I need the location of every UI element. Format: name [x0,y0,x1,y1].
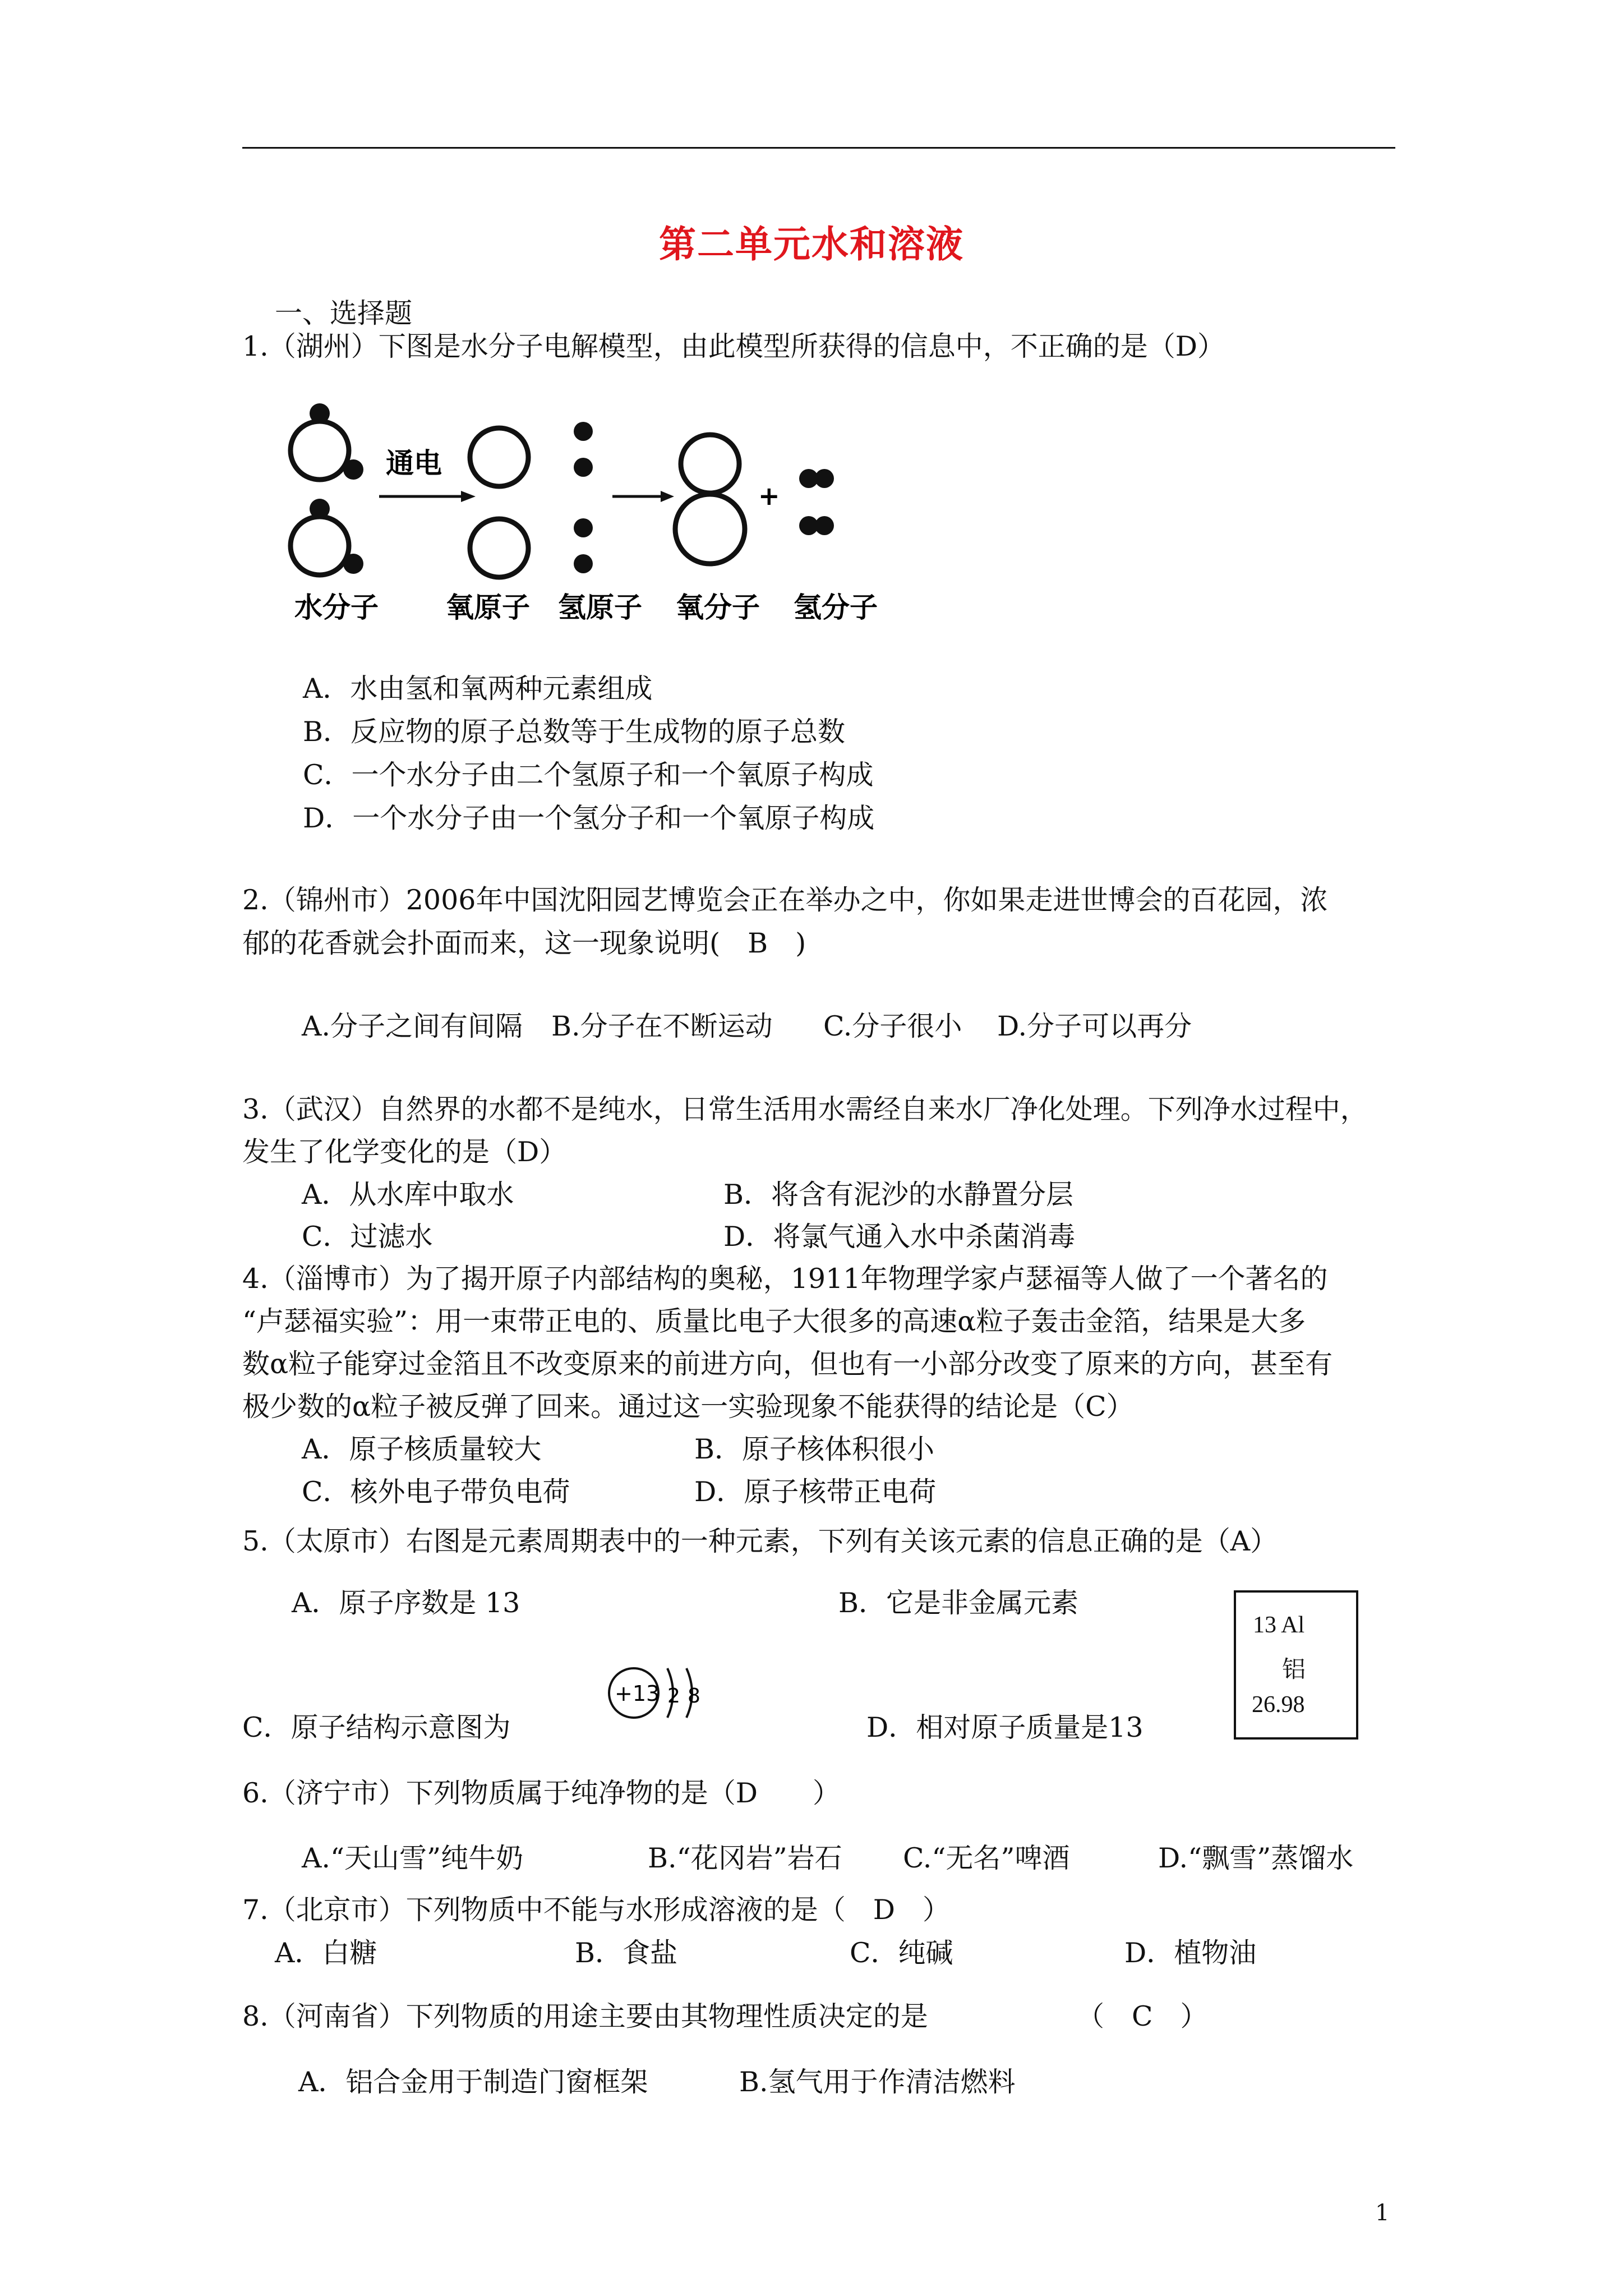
question-5: 5.（太原市）右图是元素周期表中的一种元素，下列有关该元素的信息正确的是（A） [242,1525,1278,1557]
question-8-answer: （ C ） [1077,2000,1208,2032]
section-heading: 一、选择题 [275,297,413,329]
q7-option-b: B．食盐 [575,1937,678,1969]
element-atomic-mass: 26.98 [1252,1692,1305,1718]
q7-option-d: D．植物油 [1124,1937,1257,1969]
q1-option-a: A．水由氢和氧两种元素组成 [303,673,653,705]
question-4-line-4: 极少数的α粒子被反弹了回来。通过这一实验现象不能获得的结论是（C） [242,1391,1134,1423]
q5-option-a: A．原子序数是 13 [292,1587,520,1619]
question-1: 1.（湖州）下图是水分子电解模型，由此模型所获得的信息中，不正确的是（D） [242,330,1225,362]
q2-option-d: D.分子可以再分 [997,1010,1192,1042]
q8-option-a: A．铝合金用于制造门窗框架 [298,2066,648,2098]
label-water-molecule: 水分子 [294,591,379,624]
periodic-table-element-card [1234,1590,1358,1740]
q1-option-c: C．一个水分子由二个氢原子和一个氧原子构成 [303,759,874,791]
water-electrolysis-diagram [252,401,897,654]
oxygen-molecule-atom [681,435,739,493]
oxygen-atom [470,428,528,486]
water-oxygen-atom [291,421,349,480]
question-2-line-2: 郁的花香就会扑面而来，这一现象说明( B ) [242,927,806,959]
plus-sign: + [758,481,780,511]
header-rule [242,147,1395,149]
q6-option-a: A.“天山雪”纯牛奶 [302,1842,524,1874]
q5-option-b: B．它是非金属元素 [838,1587,1079,1619]
label-oxygen-atom: 氧原子 [446,591,530,624]
q6-option-b: B.“花冈岩”岩石 [648,1842,842,1874]
arrow-label: 通电 [386,447,442,480]
oxygen-molecule-atom [675,494,745,564]
element-name: 铝 [1282,1657,1306,1683]
q5-option-c: C．原子结构示意图为 [242,1711,511,1743]
q7-option-a: A．白糖 [275,1937,377,1969]
label-hydrogen-molecule: 氢分子 [794,591,878,624]
page-title: 第二单元水和溶液 [659,222,964,266]
question-4-line-3: 数α粒子能穿过金箔且不改变原来的前进方向，但也有一小部分改变了原来的方向，甚至有 [242,1348,1333,1380]
aluminum-atom-structure-diagram [605,1660,717,1728]
question-8: 8.（河南省）下列物质的用途主要由其物理性质决定的是 [242,2000,928,2032]
q4-option-a: A．原子核质量较大 [302,1433,542,1465]
q3-option-b: B．将含有泥沙的水静置分层 [723,1179,1074,1211]
q6-option-d: D.“飘雪”蒸馏水 [1158,1842,1354,1874]
question-3-line-2: 发生了化学变化的是（D） [242,1136,567,1168]
q5-option-d: D．相对原子质量是13 [866,1711,1144,1743]
q1-option-b: B．反应物的原子总数等于生成物的原子总数 [303,716,846,748]
q3-option-a: A．从水库中取水 [302,1179,514,1211]
oxygen-atom [470,519,528,577]
shell-2-electrons: 8 [688,1685,700,1708]
question-2-line-1: 2.（锦州市）2006年中国沈阳园艺博览会正在举办之中，你如果走进世博会的百花园，浓 [242,884,1328,916]
label-oxygen-molecule: 氧分子 [676,591,760,624]
q4-option-c: C．核外电子带负电荷 [302,1476,570,1508]
q3-option-c: C．过滤水 [302,1221,433,1253]
q8-option-b: B.氢气用于作清洁燃料 [739,2066,1016,2098]
element-number-symbol: 13 Al [1253,1612,1305,1638]
q2-option-a: A.分子之间有间隔 [302,1010,523,1042]
nucleus-charge: +13 [615,1681,660,1706]
q2-option-b: B.分子在不断运动 [551,1010,773,1042]
question-3-line-1: 3.（武汉）自然界的水都不是纯水，日常生活用水需经自来水厂净化处理。下列净水过程中， [242,1093,1368,1125]
water-oxygen-atom [291,517,349,575]
q4-option-b: B．原子核体积很小 [694,1433,935,1465]
q3-option-d: D．将氯气通入水中杀菌消毒 [723,1221,1076,1253]
label-hydrogen-atom: 氢原子 [558,591,642,624]
question-4-line-2: “卢瑟福实验”：用一束带正电的、质量比电子大很多的高速α粒子轰击金箔，结果是大多 [242,1305,1306,1337]
question-6: 6.（济宁市）下列物质属于纯净物的是（D ） [242,1777,841,1809]
shell-1-electrons: 2 [667,1685,680,1708]
q1-option-d: D．一个水分子由一个氢分子和一个氧原子构成 [303,802,875,834]
q7-option-c: C．纯碱 [850,1937,953,1969]
question-7: 7.（北京市）下列物质中不能与水形成溶液的是（ D ） [242,1894,951,1926]
page-number: 1 [1375,2200,1390,2226]
q6-option-c: C.“无名”啤酒 [903,1842,1070,1874]
q4-option-d: D．原子核带正电荷 [694,1476,937,1508]
question-4-line-1: 4.（淄博市）为了揭开原子内部结构的奥秘，1911年物理学家卢瑟福等人做了一个著名的 [242,1263,1328,1295]
q2-option-c: C.分子很小 [823,1010,962,1042]
